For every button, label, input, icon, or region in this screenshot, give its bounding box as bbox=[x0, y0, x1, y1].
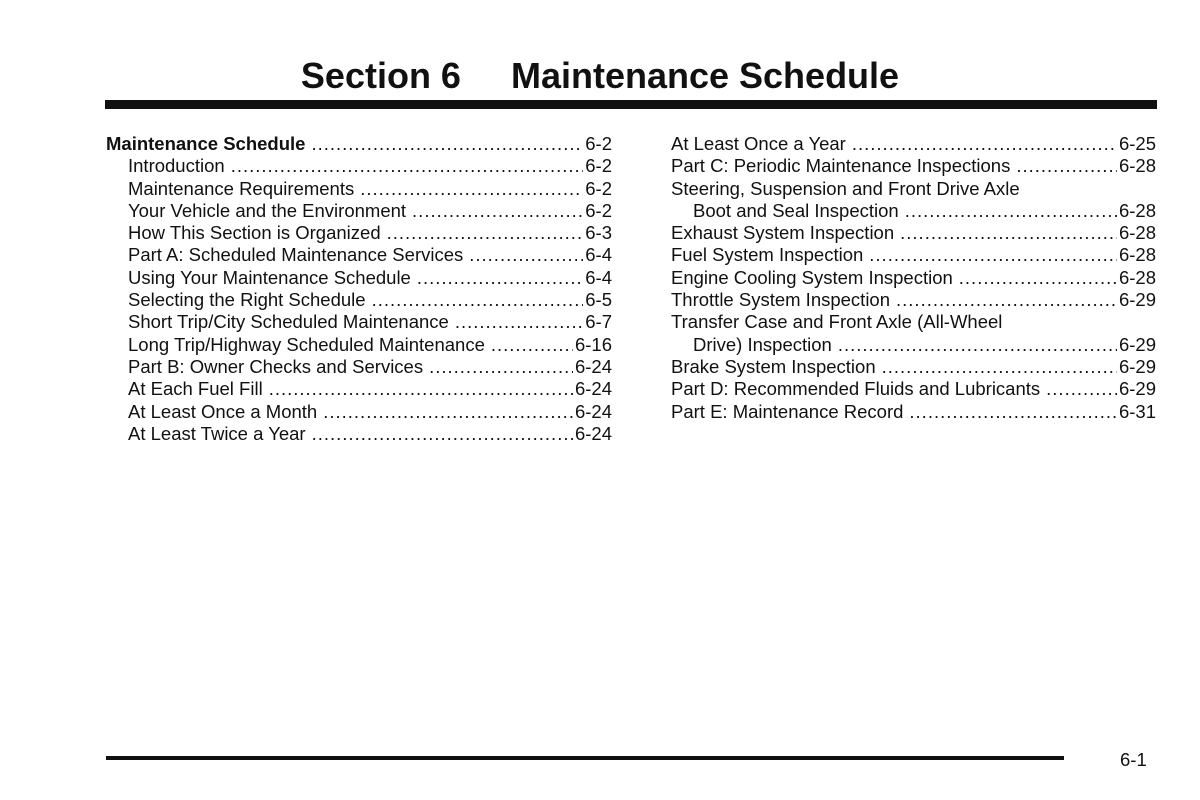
toc-entry[interactable] bbox=[671, 155, 1156, 177]
toc-leader-dots bbox=[882, 356, 1117, 378]
toc-entry-page: 6-28 bbox=[1118, 266, 1156, 288]
toc-leader-dots bbox=[323, 401, 573, 423]
toc-entry-title: Boot and Seal Inspection bbox=[693, 199, 899, 221]
toc-entry-title: Brake System Inspection bbox=[671, 355, 876, 377]
toc-entry-title: At Least Once a Year bbox=[671, 133, 846, 154]
toc-leader-dots bbox=[455, 311, 583, 333]
toc-entry[interactable] bbox=[106, 267, 612, 289]
toc-entry-page: 6-2 bbox=[585, 155, 612, 177]
toc-leader-dots bbox=[852, 133, 1117, 155]
toc-entry[interactable] bbox=[106, 155, 612, 177]
toc-entry[interactable] bbox=[671, 378, 1156, 400]
toc-entry[interactable] bbox=[671, 356, 1156, 378]
toc-leader-dots bbox=[372, 289, 584, 311]
toc-entry-page: 6-29 bbox=[1118, 378, 1156, 400]
toc-entry-page: 6-4 bbox=[585, 266, 612, 288]
toc-entry[interactable] bbox=[671, 401, 1156, 423]
toc-entry-page: 6-31 bbox=[1118, 400, 1156, 422]
toc-entry-page: 6-2 bbox=[585, 199, 612, 221]
toc-entry[interactable] bbox=[106, 356, 612, 378]
toc-leader-dots bbox=[269, 378, 573, 400]
toc-entry-title: Part D: Recommended Fluids and Lubricants bbox=[671, 378, 1041, 400]
toc-entry[interactable] bbox=[671, 244, 1156, 266]
toc-leader-dots bbox=[900, 222, 1117, 244]
toc-leader-dots bbox=[959, 267, 1117, 289]
toc-entry[interactable] bbox=[671, 334, 1156, 356]
toc-left-column bbox=[106, 133, 612, 445]
toc-entry-page: 6-2 bbox=[585, 133, 612, 154]
toc-entry-title: How This Section is Organized bbox=[128, 222, 381, 244]
toc-right-column bbox=[671, 133, 1156, 423]
toc-entry[interactable] bbox=[106, 289, 612, 311]
toc-entry-page: 6-24 bbox=[574, 378, 612, 400]
toc-leader-dots bbox=[429, 356, 573, 378]
toc-leader-dots bbox=[838, 334, 1117, 356]
toc-entry-page: 6-28 bbox=[1118, 155, 1156, 177]
toc-leader-dots bbox=[869, 244, 1117, 266]
toc-entry-title: Your Vehicle and the Environment bbox=[128, 199, 407, 221]
toc-entry[interactable] bbox=[106, 423, 612, 445]
toc-entry-title: Long Trip/Highway Scheduled Maintenance bbox=[128, 333, 485, 355]
toc-leader-dots bbox=[231, 155, 584, 177]
title-rule bbox=[105, 100, 1157, 109]
toc-entry[interactable] bbox=[106, 222, 612, 244]
toc-entry-title: Throttle System Inspection bbox=[671, 289, 891, 311]
toc-entry-title: Part B: Owner Checks and Services bbox=[128, 355, 424, 377]
toc-entry[interactable] bbox=[106, 334, 612, 356]
toc-entry-page: 6-28 bbox=[1118, 222, 1156, 244]
toc-entry[interactable] bbox=[106, 133, 612, 155]
toc-entry-title-line1[interactable]: Transfer Case and Front Axle (All-Wheel bbox=[671, 311, 1003, 333]
toc-entry-title: At Least Twice a Year bbox=[128, 422, 306, 444]
toc-entry[interactable] bbox=[106, 378, 612, 400]
toc-entry-title: Part A: Scheduled Maintenance Services bbox=[128, 244, 464, 266]
toc-entry[interactable] bbox=[671, 200, 1156, 222]
toc-entry[interactable] bbox=[106, 200, 612, 222]
toc-entry-title: Using Your Maintenance Schedule bbox=[128, 266, 411, 288]
toc-entry-page: 6-24 bbox=[574, 400, 612, 422]
toc-leader-dots bbox=[491, 334, 573, 356]
toc-leader-dots bbox=[469, 244, 583, 266]
toc-leader-dots bbox=[312, 423, 573, 445]
section-title: Section 6 Maintenance Schedule bbox=[300, 55, 900, 96]
toc-leader-dots bbox=[909, 401, 1117, 423]
footer-rule bbox=[106, 756, 1064, 760]
toc-leader-dots bbox=[360, 178, 583, 200]
toc-entry[interactable] bbox=[106, 178, 612, 200]
toc-entry-page: 6-29 bbox=[1118, 289, 1156, 311]
toc-entry[interactable] bbox=[106, 244, 612, 266]
toc-entry-page: 6-2 bbox=[585, 177, 612, 199]
toc-entry-title: Part C: Periodic Maintenance Inspections bbox=[671, 155, 1011, 177]
toc-entry-title: At Least Once a Month bbox=[128, 400, 318, 422]
toc-leader-dots bbox=[387, 222, 584, 244]
toc-entry[interactable] bbox=[106, 401, 612, 423]
toc-leader-dots bbox=[896, 289, 1117, 311]
toc-entry-page: 6-24 bbox=[574, 355, 612, 377]
toc-entry-page: 6-25 bbox=[1118, 133, 1156, 154]
toc-leader-dots bbox=[412, 200, 583, 222]
toc-leader-dots bbox=[1016, 155, 1117, 177]
toc-entry-page: 6-4 bbox=[585, 244, 612, 266]
toc-entry-title: Introduction bbox=[128, 155, 225, 177]
toc-entry-title: Part E: Maintenance Record bbox=[671, 400, 904, 422]
toc-entry-page: 6-5 bbox=[585, 289, 612, 311]
toc-entry-title: Fuel System Inspection bbox=[671, 244, 864, 266]
toc-leader-dots bbox=[311, 133, 583, 155]
toc-entry[interactable] bbox=[671, 133, 1156, 155]
toc-entry-title: Maintenance Requirements bbox=[128, 177, 355, 199]
toc-entry-title: Engine Cooling System Inspection bbox=[671, 266, 953, 288]
toc-entry-title: Selecting the Right Schedule bbox=[128, 289, 366, 311]
page-number: 6-1 bbox=[1120, 749, 1147, 770]
toc-entry-page: 6-28 bbox=[1118, 244, 1156, 266]
toc-entry[interactable] bbox=[106, 311, 612, 333]
toc-entry-page: 6-3 bbox=[585, 222, 612, 244]
toc-entry-title: Short Trip/City Scheduled Maintenance bbox=[128, 311, 449, 333]
toc-entry[interactable] bbox=[671, 289, 1156, 311]
toc-entry-title: At Each Fuel Fill bbox=[128, 378, 263, 400]
toc-entry-title: Drive) Inspection bbox=[693, 333, 832, 355]
toc-entry-page: 6-7 bbox=[585, 311, 612, 333]
toc-entry-page: 6-28 bbox=[1118, 199, 1156, 221]
toc-entry-title-line1[interactable]: Steering, Suspension and Front Drive Axle bbox=[671, 177, 1020, 199]
toc-entry-title: Exhaust System Inspection bbox=[671, 222, 895, 244]
toc-leader-dots bbox=[1046, 378, 1117, 400]
toc-entry[interactable] bbox=[671, 267, 1156, 289]
toc-entry-page: 6-24 bbox=[574, 422, 612, 444]
toc-entry-title: Maintenance Schedule bbox=[106, 133, 306, 154]
toc-entry-page: 6-16 bbox=[574, 333, 612, 355]
toc-entry-page: 6-29 bbox=[1118, 333, 1156, 355]
toc-entry[interactable] bbox=[671, 222, 1156, 244]
toc-leader-dots bbox=[905, 200, 1117, 222]
toc-entry-page: 6-29 bbox=[1118, 355, 1156, 377]
toc-leader-dots bbox=[417, 267, 583, 289]
